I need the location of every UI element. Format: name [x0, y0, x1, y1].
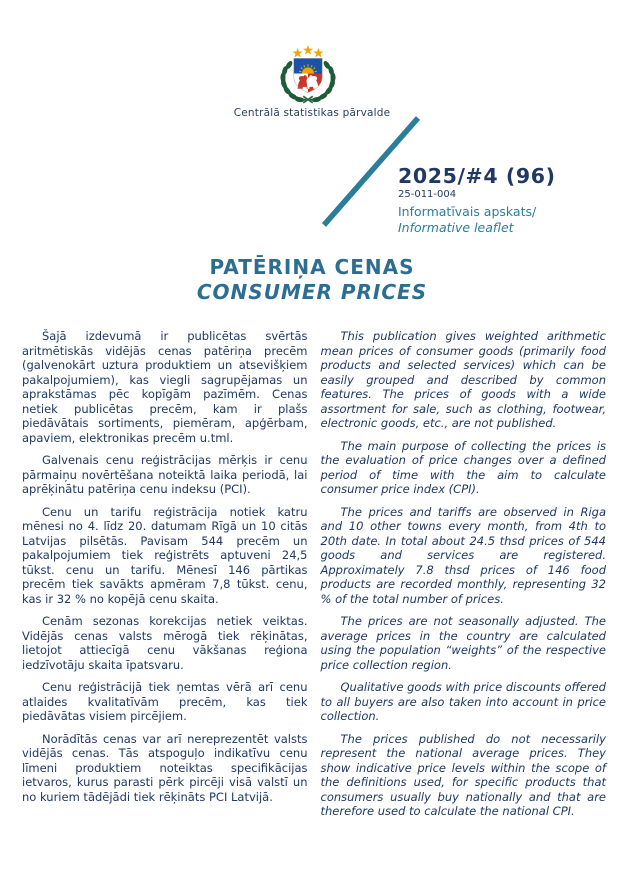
shield-icon — [294, 58, 322, 92]
paragraph-lv-2: Galvenais cenu reģistrācijas mērķis ir cenu pārmaiņu novērtēšana noteiktā laika periodā, lai aprēķinātu patēriņa cenu indeksu (PCI). — [22, 453, 308, 496]
body-columns — [22, 329, 606, 819]
org-name: Centrālā statistikas pārvalde — [233, 107, 391, 119]
coat-of-arms-svg — [272, 44, 344, 105]
paragraph-en-5: Qualitative goods with price discounts offered to all buyers are also taken into account in price collection. — [320, 680, 606, 723]
issue-block — [398, 164, 608, 236]
publication-type-lv: Informatīvais apskats/ — [398, 204, 537, 219]
catalog-code: 25-011-004 — [398, 189, 457, 200]
paragraph-lv-4: Cenām sezonas korekcijas netiek veiktas. Vidējās cenas valsts mērogā tiek rēķinātas, lietojot attiecīgā cenu vākšanas reģiona iedzīvotāju skaita īpatsvaru. — [22, 614, 308, 672]
title-latvian: PATĒRIŅA CENAS — [209, 255, 415, 279]
issue-number: 2025/#4 (96) — [398, 164, 556, 188]
paragraph-lv-3: Cenu un tarifu reģistrācija notiek katru mēnesi no 4. līdz 20. datumam Rīgā un 10 citās Latvijas pilsētās. Pavisam 544 precēm un pakalpojumiem tiek reģistrēts aptuveni 24,5 tūkst. cenu un tarifu. Mēnesī 146 pārtikas precēm tiek savākts apmēram 7,8 tūkst. cenu, kas ir 32 % no kopējā cenu skaita. — [22, 504, 308, 606]
paragraph-lv-1: Šajā izdevumā ir publicētas svērtās aritmētiskās vidējās cenas patēriņa precēm (galvenokārt uztura produktiem un atsevišķiem pakalpojumiem), kas viegli sagrupējamas un aprakstāmas pēc kopīgām pazīmēm. Cenas netiek publicētas precēm, kam ir plašs piedāvātais sortiments, piemēram, apģērbam, apaviem, elektronikas precēm u.tml. — [22, 329, 308, 445]
paragraph-en-4: The prices are not seasonally adjusted. The average prices in the country are calculated using the population “weights” of the respective price collection region. — [320, 614, 606, 672]
paragraph-en-3: The prices and tariffs are observed in Riga and 10 other towns every month, from 4th to 20th date. In total about 24.5 thsd prices of 544 goods and services are registered. Approximately 7.8 thsd prices of 146 food products are recorded monthly, representing 32 % of the total number of prices. — [320, 504, 606, 606]
english-column — [321, 329, 607, 819]
paragraph-en-2: The main purpose of collecting the prices is the evaluation of price changes over a defined period of time with the aim to calculate consumer price index (CPI). — [320, 438, 606, 496]
publication-type-en: Informative leaflet — [398, 220, 514, 235]
title-english: CONSUMER PRICES — [196, 280, 428, 304]
paragraph-lv-6: Norādītās cenas var arī nereprezentēt valsts vidējās cenas. Tās atspoguļo indikatīvu cenu līmeni produktiem noteiktas specifikācijas ietvaros, kurus parasti pērk pircēji visā valstī un no kuriem tādējādi tiek rēķināts PCI Latvijā. — [22, 731, 308, 804]
stars-icon — [293, 45, 324, 57]
page-title — [0, 255, 624, 305]
paragraph-en-1: This publication gives weighted arithmetic mean prices of consumer goods (primarily food products and selected services) which can be easily grouped and described by common features. The prices of goods with a wide assortment for sale, such as clothing, footwear, electronic goods, etc., are not published. — [320, 329, 606, 430]
paragraph-en-6: The prices published do not necessarily represent the national average prices. They show indicative price levels within the scope of the definitions used, for specific products that consumers usually buy nationally and that are therefore used to calculate the national CPI. — [320, 731, 606, 818]
latvian-column — [22, 329, 308, 819]
paragraph-lv-5: Cenu reģistrācijā tiek ņemtas vērā arī cenu atlaides kvalitatīvām precēm, kas tiek piedāvātas visiem pircējiem. — [22, 680, 308, 723]
latvia-coat-of-arms-icon — [272, 44, 344, 106]
